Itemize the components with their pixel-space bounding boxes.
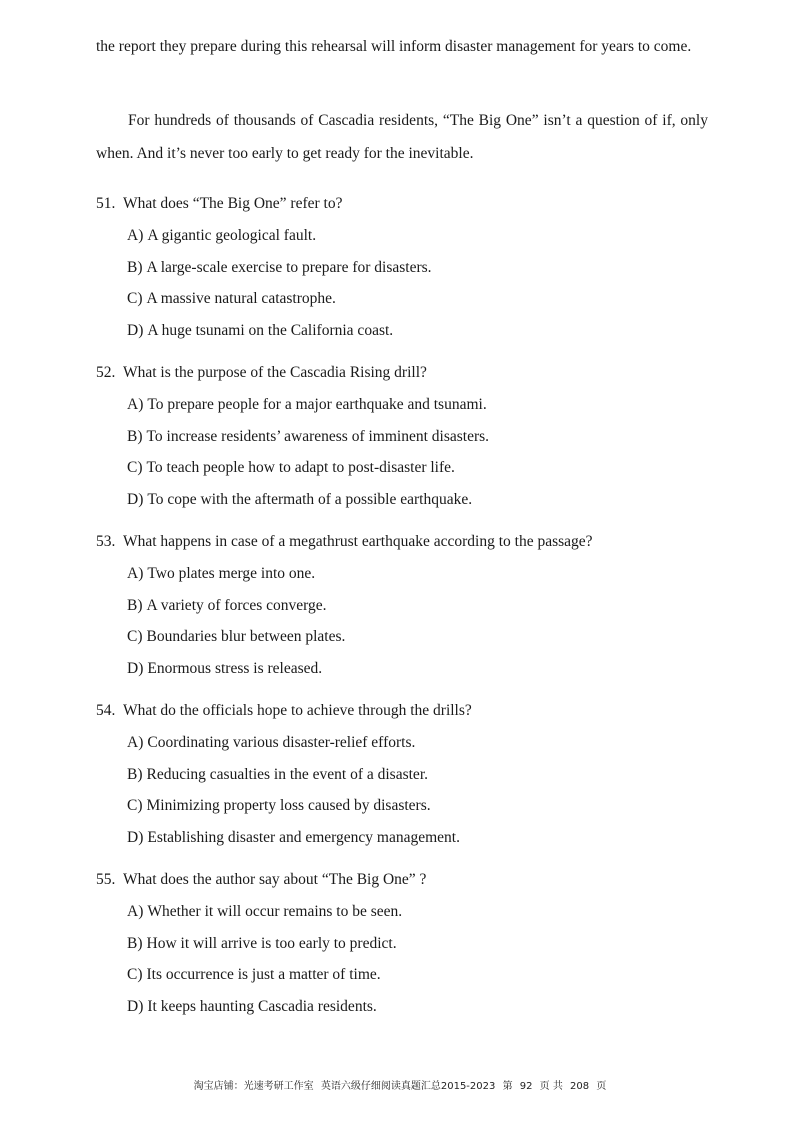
option-letter: D): [127, 997, 144, 1015]
option-c: [96, 959, 716, 991]
option-d: [96, 315, 716, 347]
question-text: What is the purpose of the Cascadia Rising drill?: [122, 364, 427, 381]
option-letter: A): [127, 734, 144, 751]
option-b: [96, 421, 716, 453]
option-letter: A): [127, 565, 144, 582]
footer-page-prefix: 第: [502, 1081, 513, 1092]
option-letter: B): [127, 258, 143, 276]
page-footer: [0, 1080, 800, 1094]
option-d: [96, 653, 716, 685]
option-letter: B): [127, 596, 143, 614]
option-letter: C): [127, 290, 143, 307]
option-text: A gigantic geological fault.: [147, 227, 317, 244]
option-text: How it will arrive is too early to predict.: [146, 934, 397, 952]
option-a: [96, 558, 716, 590]
option-letter: D): [127, 321, 144, 339]
option-text: Enormous stress is released.: [147, 659, 323, 677]
option-d: [96, 991, 716, 1023]
option-text: To prepare people for a major earthquake and tsunami.: [147, 396, 487, 413]
question-list: [96, 188, 716, 1033]
option-letter: A): [127, 396, 144, 413]
option-text: Its occurrence is just a matter of time.: [146, 966, 381, 983]
question-53: [96, 526, 716, 684]
option-b: [96, 590, 716, 622]
question-51: [96, 188, 716, 346]
question-number: 51.: [96, 195, 116, 212]
option-letter: D): [127, 828, 144, 846]
option-text: A huge tsunami on the California coast.: [147, 321, 394, 339]
option-text: To cope with the aftermath of a possible earthquake.: [147, 490, 473, 508]
option-letter: C): [127, 797, 143, 814]
question-number: 53.: [96, 533, 116, 550]
passage-paragraph-end: the report they prepare during this rehearsal will inform disaster management for years to come.: [96, 38, 692, 55]
option-letter: B): [127, 765, 143, 783]
question-stem: [96, 357, 716, 389]
option-a: [96, 220, 716, 252]
question-text: What do the officials hope to achieve through the drills?: [122, 702, 472, 719]
footer-page-suffix: 页: [596, 1081, 607, 1092]
question-text: What does the author say about “The Big One” ?: [122, 871, 427, 888]
option-text: A variety of forces converge.: [146, 596, 327, 614]
option-c: [96, 283, 716, 315]
option-text: To teach people how to adapt to post-disaster life.: [146, 459, 455, 476]
option-text: Reducing casualties in the event of a disaster.: [146, 765, 428, 783]
option-a: [96, 896, 716, 928]
question-text: What does “The Big One” refer to?: [122, 195, 343, 212]
option-letter: A): [127, 903, 144, 920]
option-text: A massive natural catastrophe.: [146, 290, 336, 307]
option-text: Minimizing property loss caused by disasters.: [146, 797, 431, 814]
option-text: Boundaries blur between plates.: [146, 628, 346, 645]
question-number: 52.: [96, 364, 116, 381]
option-b: [96, 759, 716, 791]
question-stem: [96, 864, 716, 896]
passage-paragraph-last: For hundreds of thousands of Cascadia residents, “The Big One” isn’t a question of if, only when. And it’s never too early to get ready for the inevitable.: [96, 112, 708, 162]
option-text: Two plates merge into one.: [147, 565, 316, 582]
option-text: A large-scale exercise to prepare for disasters.: [146, 258, 432, 276]
question-number: 54.: [96, 702, 116, 719]
option-c: [96, 452, 716, 484]
option-letter: D): [127, 659, 144, 677]
question-52: [96, 357, 716, 515]
option-d: [96, 484, 716, 516]
question-text: What happens in case of a megathrust earthquake according to the passage?: [122, 533, 593, 550]
footer-page-current: 92: [519, 1081, 533, 1092]
question-stem: [96, 695, 716, 727]
option-text: It keeps haunting Cascadia residents.: [147, 997, 377, 1015]
option-a: [96, 727, 716, 759]
option-a: [96, 389, 716, 421]
question-stem: [96, 526, 716, 558]
question-number: 55.: [96, 871, 116, 888]
question-55: [96, 864, 716, 1022]
option-text: Whether it will occur remains to be seen.: [147, 903, 403, 920]
option-b: [96, 252, 716, 284]
option-text: To increase residents’ awareness of imminent disasters.: [146, 427, 490, 445]
option-d: [96, 822, 716, 854]
option-c: [96, 790, 716, 822]
footer-collection: 英语六级仔细阅读真题汇总2015-2023: [320, 1081, 496, 1092]
footer-page-total: 208: [570, 1081, 590, 1092]
option-text: Coordinating various disaster-relief efforts.: [147, 734, 416, 751]
option-letter: A): [127, 227, 144, 244]
option-letter: C): [127, 966, 143, 983]
option-b: [96, 928, 716, 960]
option-c: [96, 621, 716, 653]
option-letter: D): [127, 490, 144, 508]
option-letter: B): [127, 427, 143, 445]
option-text: Establishing disaster and emergency management.: [147, 828, 460, 846]
option-letter: C): [127, 628, 143, 645]
question-stem: [96, 188, 716, 220]
footer-shop: 淘宝店铺：光速考研工作室: [193, 1081, 314, 1092]
question-54: [96, 695, 716, 853]
option-letter: C): [127, 459, 143, 476]
footer-page-mid: 页 共: [539, 1081, 563, 1092]
option-letter: B): [127, 934, 143, 952]
